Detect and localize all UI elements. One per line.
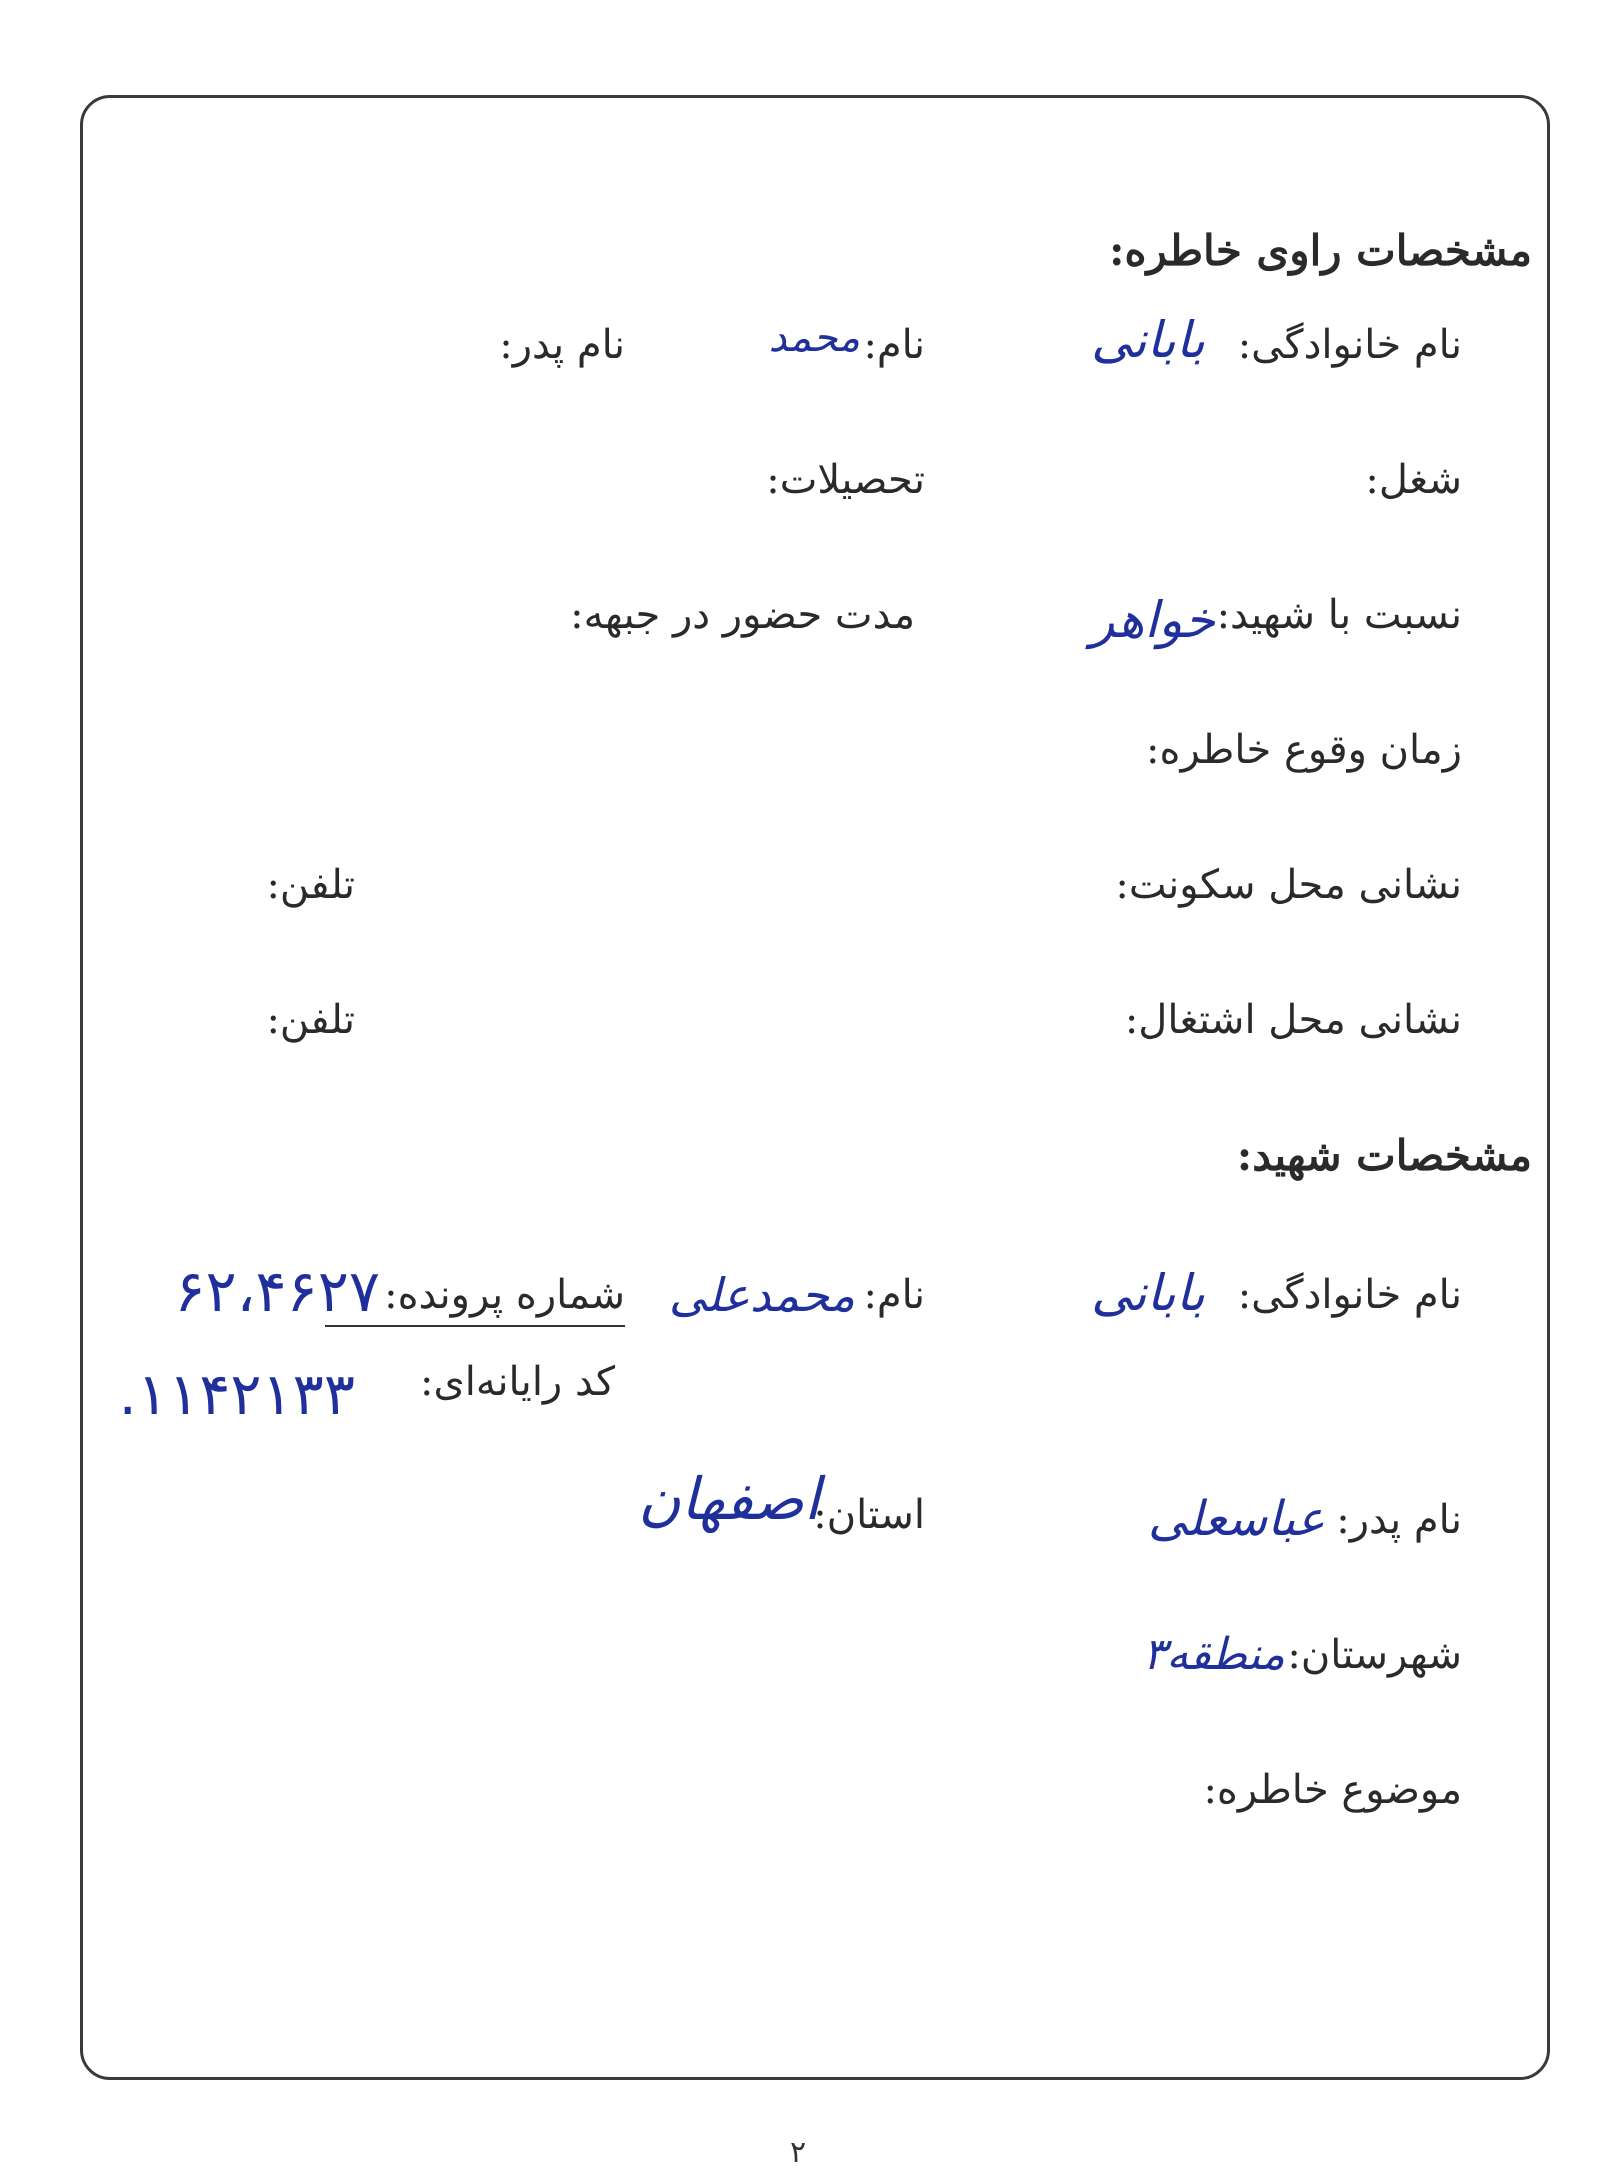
narrator-family-name-label: نام خانوادگی: — [1237, 322, 1462, 368]
file-number-underline — [325, 1325, 625, 1327]
martyr-province-value: اصفهان — [638, 1465, 820, 1533]
martyr-memory-subject-label: موضوع خاطره: — [1203, 1767, 1462, 1813]
martyr-name-value: محمدعلی — [668, 1268, 855, 1322]
narrator-heading: مشخصات راوی خاطره: — [1108, 226, 1532, 275]
narrator-relation-value: خواهر — [1090, 591, 1215, 649]
martyr-family-name-value: بابانی — [1091, 1264, 1205, 1322]
martyr-file-number-label: شماره پرونده: — [384, 1272, 625, 1318]
page-number: ۲ — [790, 2135, 807, 2170]
martyr-file-number-value: ۶۲،۴۶۲۷ — [174, 1257, 380, 1325]
martyr-heading: مشخصات شهید: — [1236, 1131, 1532, 1180]
narrator-home-phone-label: تلفن: — [266, 862, 355, 908]
narrator-work-phone-label: تلفن: — [266, 997, 355, 1043]
martyr-computer-code-label: کد رایانه‌ای: — [420, 1359, 615, 1405]
narrator-father-name-label: نام پدر: — [499, 322, 625, 368]
narrator-job-label: شغل: — [1365, 457, 1462, 503]
narrator-name-value: محمد — [768, 315, 860, 361]
martyr-name-label: نام: — [863, 1272, 925, 1318]
martyr-city-value: منطقه۳ — [1142, 1629, 1285, 1680]
narrator-education-label: تحصیلات: — [766, 457, 925, 503]
narrator-name-label: نام: — [863, 322, 925, 368]
narrator-work-address-label: نشانی محل اشتغال: — [1124, 997, 1462, 1043]
martyr-city-label: شهرستان: — [1287, 1632, 1462, 1678]
martyr-province-label: استان: — [813, 1492, 925, 1538]
martyr-family-name-label: نام خانوادگی: — [1237, 1272, 1462, 1318]
narrator-front-duration-label: مدت حضور در جبهه: — [570, 592, 915, 638]
narrator-relation-label: نسبت با شهید: — [1216, 592, 1462, 638]
martyr-father-name-label: نام پدر: — [1336, 1497, 1462, 1543]
narrator-family-name-value: بابانی — [1091, 311, 1205, 369]
narrator-home-address-label: نشانی محل سکونت: — [1115, 862, 1462, 908]
martyr-computer-code-value: ۱۱۴۲۱۳۳. — [118, 1360, 355, 1428]
narrator-memory-time-label: زمان وقوع خاطره: — [1146, 727, 1462, 773]
martyr-father-name-value: عباسعلی — [1147, 1491, 1325, 1547]
